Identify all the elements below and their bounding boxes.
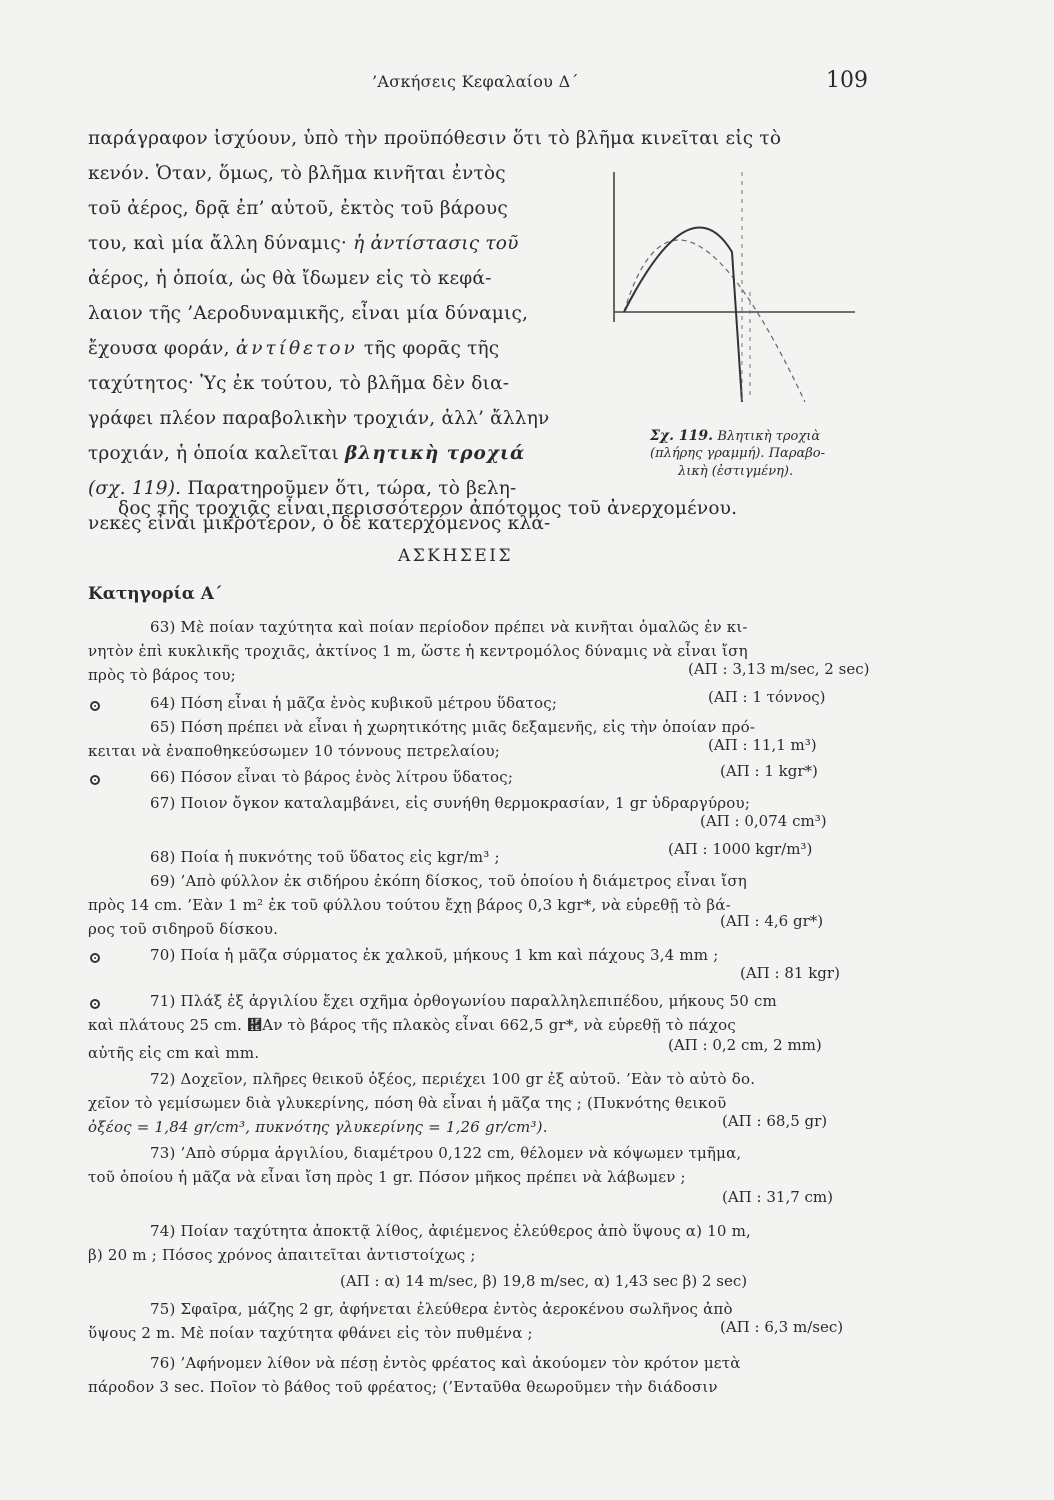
- exercise-72-line-1: 72) Δοχεῖον, πλῆρες θεικοῦ ὀξέος, περιέχει 100 gr ἐξ αὐτοῦ. ’Εὰν τὸ αὐτὸ δο.: [150, 1070, 756, 1088]
- exercise-75-answer: (ΑΠ : 6,3 m/sec): [720, 1318, 844, 1336]
- exercise-74-line-1: 74) Ποίαν ταχύτητα ἀποκτᾷ λίθος, ἀφιέμενος ἐλεύθερος ἀπὸ ὕψους α) 10 m,: [150, 1222, 751, 1240]
- intro-line-7-end: τῆς φορᾶς τῆς: [363, 338, 500, 359]
- exercise-70: 70) Ποία ἡ μᾶζα σύρματος ἐκ χαλκοῦ, μήκους 1 km καὶ πάχους 3,4 mm ;: [150, 946, 719, 964]
- intro-line-7: [88, 338, 499, 359]
- intro-line-8: ταχύτητος· Ὑς ἐκ τούτου, τὸ βλῆμα δὲν δια-: [88, 373, 510, 394]
- exercise-72-line-2: χεῖον τὸ γεμίσωμεν διὰ γλυκερίνης, πόση θὰ εἶναι ἡ μᾶζα της ; (Πυκνότης θεικοῦ: [88, 1094, 727, 1112]
- exercise-64: 64) Πόση εἶναι ἡ μᾶζα ἑνὸς κυβικοῦ μέτρου ὕδατος;: [150, 694, 558, 712]
- exercise-74-line-2: β) 20 m ; Πόσος χρόνος ἀπαιτεῖται ἀντιστοίχως ;: [88, 1246, 476, 1264]
- exercise-66: 66) Πόσον εἶναι τὸ βάρος ἑνὸς λίτρου ὕδατος;: [150, 768, 514, 786]
- exercise-69-line-3: ρος τοῦ σιδηροῦ δίσκου.: [88, 920, 279, 938]
- intro-line-7-text: ἔχουσα φοράν,: [88, 338, 230, 359]
- page-number: 109: [826, 68, 868, 93]
- exercise-67-answer: (ΑΠ : 0,074 cm³): [700, 812, 827, 830]
- exercise-69-answer: (ΑΠ : 4,6 gr*): [720, 912, 824, 930]
- category-heading: Κατηγορία Α´: [88, 584, 223, 604]
- intro-line-12: νεκὲς εἶναι μικρότερον, ὁ δὲ κατερχόμενος κλά-: [88, 513, 551, 534]
- intro-line-5: ἀέρος, ἡ ὁποία, ὡς θὰ ἴδωμεν εἰς τὸ κεφά-: [88, 268, 492, 289]
- exercise-63-line-2: νητὸν ἐπὶ κυκλικῆς τροχιᾶς, ἀκτίνος 1 m, ὥστε ἡ κεντρομόλος δύναμις νὰ εἶναι ἴση: [88, 642, 748, 660]
- bullet-icon: [90, 775, 100, 785]
- exercise-65-answer: (ΑΠ : 11,1 m³): [708, 736, 817, 754]
- exercise-65-line-2: κειται νὰ ἐναποθηκεύσωμεν 10 τόννους πετρελαίου;: [88, 742, 501, 760]
- bullet-icon: [90, 701, 100, 711]
- exercise-73-answer: (ΑΠ : 31,7 cm): [722, 1188, 833, 1206]
- intro-line-4-text: του, καὶ μία ἄλλη δύναμις·: [88, 233, 347, 254]
- intro-line-9: γράφει πλέον παραβολικὴν τροχιάν, ἀλλ’ ἄλλην: [88, 408, 550, 429]
- exercise-63-line-3: πρὸς τὸ βάρος του;: [88, 666, 236, 684]
- exercise-67: 67) Ποιον ὄγκον καταλαμβάνει, εἰς συνήθη θερμοκρασίαν, 1 gr ὑδραργύρου;: [150, 794, 751, 812]
- figure-caption-title: Βλητικὴ τροχιὰ: [717, 429, 821, 444]
- intro-line-11-text: Παρατηροῦμεν ὅτι, τώρα, τὸ βελη-: [187, 478, 517, 499]
- intro-term: βλητικὴ τροχιά: [344, 443, 526, 464]
- intro-line-7-spaced: ἀντίθετον: [235, 338, 358, 359]
- exercise-63-line-1: 63) Μὲ ποίαν ταχύτητα καὶ ποίαν περίοδον πρέπει νὰ κινῆται ὁμαλῶς ἐν κι-: [150, 618, 748, 636]
- exercise-69-line-2: πρὸς 14 cm. ’Εὰν 1 m² ἐκ τοῦ φύλλου τούτου ἔχῃ βάρος 0,3 kgr*, νὰ εὑρεθῇ τὸ βά-: [88, 896, 731, 914]
- intro-line-11: [88, 478, 516, 499]
- exercise-71-line-2: καὶ πλάτους 25 cm. ἞Αν τὸ βάρος τῆς πλακὸς εἶναι 662,5 gr*, νὰ εὑρεθῇ τὸ πάχος: [88, 1016, 736, 1034]
- exercise-71-answer: (ΑΠ : 0,2 cm, 2 mm): [668, 1036, 822, 1054]
- exercise-68: 68) Ποία ἡ πυκνότης τοῦ ὕδατος εἰς kgr/m³ ;: [150, 848, 500, 866]
- exercise-75-line-2: ὕψους 2 m. Μὲ ποίαν ταχύτητα φθάνει εἰς τὸν πυθμένα ;: [88, 1324, 533, 1342]
- exercise-70-answer: (ΑΠ : 81 kgr): [740, 964, 840, 982]
- intro-line-2: κενόν. Ὁταν, ὅμως, τὸ βλῆμα κινῆται ἐντὸς: [88, 163, 506, 184]
- running-header: ’Ασκήσεις Κεφαλαίου Δ´: [372, 72, 579, 91]
- intro-line-13: δος τῆς τροχιᾶς εἶναι περισσότερον ἀπότομος τοῦ ἀνερχομένου.: [118, 498, 738, 519]
- exercise-65-line-1: 65) Πόση πρέπει νὰ εἶναι ἡ χωρητικότης μιᾶς δεξαμενῆς, εἰς τὴν ὁποίαν πρό-: [150, 718, 756, 736]
- intro-line-4-italic: ἡ ἀντίστασις τοῦ: [353, 233, 519, 254]
- intro-figure-ref: (σχ. 119).: [88, 478, 182, 499]
- bullet-icon: [90, 953, 100, 963]
- trajectory-figure: [610, 172, 860, 402]
- exercise-76-line-2: πάροδον 3 sec. Ποῖον τὸ βάθος τοῦ φρέατος; (’Ενταῦθα θεωροῦμεν τὴν διάδοσιν: [88, 1378, 718, 1396]
- exercise-72-answer: (ΑΠ : 68,5 gr): [722, 1112, 828, 1130]
- intro-line-4: [88, 233, 519, 254]
- exercise-68-answer: (ΑΠ : 1000 kgr/m³): [668, 840, 813, 858]
- exercise-72-line-3: ὀξέος = 1,84 gr/cm³, πυκνότης γλυκερίνης = 1,26 gr/cm³).: [88, 1118, 548, 1136]
- exercise-75-line-1: 75) Σφαῖρα, μάζης 2 gr, ἀφήνεται ἐλεύθερα ἐντὸς ἀεροκένου σωλῆνος ἀπὸ: [150, 1300, 733, 1318]
- intro-line-10-text: τροχιάν, ἡ ὁποία καλεῖται: [88, 443, 339, 464]
- exercise-69-line-1: 69) ’Απὸ φύλλον ἐκ σιδήρου ἐκόπη δίσκος, τοῦ ὁποίου ἡ διάμετρος εἶναι ἴση: [150, 872, 747, 890]
- intro-line-3: τοῦ ἀέρος, δρᾷ ἐπ’ αὐτοῦ, ἐκτὸς τοῦ βάρους: [88, 198, 508, 219]
- exercise-64-answer: (ΑΠ : 1 τόννος): [708, 688, 826, 706]
- intro-line-10: [88, 443, 525, 464]
- ballistic-trajectory: [624, 228, 742, 403]
- exercise-73-line-1: 73) ’Απὸ σύρμα ἀργιλίου, διαμέτρου 0,122 cm, θέλομεν νὰ κόψωμεν τμῆμα,: [150, 1144, 742, 1162]
- intro-line-6: λαιον τῆς ’Αεροδυναμικῆς, εἶναι μία δύναμις,: [88, 303, 529, 324]
- exercise-74-answer: (ΑΠ : α) 14 m/sec, β) 19,8 m/sec, α) 1,43 sec β) 2 sec): [340, 1272, 748, 1290]
- figure-caption-line-3: λικὴ (ἐστιγμένη).: [678, 464, 794, 479]
- exercise-71-line-3: αὐτῆς εἰς cm καὶ mm.: [88, 1044, 260, 1062]
- exercise-73-line-2: τοῦ ὁποίου ἡ μᾶζα νὰ εἶναι ἴση πρὸς 1 gr. Πόσον μῆκος πρέπει νὰ λάβωμεν ;: [88, 1168, 686, 1186]
- figure-number: Σχ. 119.: [650, 428, 713, 444]
- exercise-66-answer: (ΑΠ : 1 kgr*): [720, 762, 818, 780]
- exercise-76-line-1: 76) ’Αφήνομεν λίθον νὰ πέσῃ ἐντὸς φρέατος καὶ ἀκούομεν τὸν κρότον μετὰ: [150, 1354, 741, 1372]
- bullet-icon: [90, 999, 100, 1009]
- exercise-63-answer: (ΑΠ : 3,13 m/sec, 2 sec): [688, 660, 870, 678]
- figure-caption-line-1: [650, 428, 820, 444]
- section-title: ΑΣΚΗΣΕΙΣ: [398, 546, 513, 566]
- exercise-71-line-1: 71) Πλάξ ἐξ ἀργιλίου ἔχει σχῆμα ὀρθογωνίου παραλληλεπιπέδου, μήκους 50 cm: [150, 992, 777, 1010]
- intro-line-1: παράγραφον ἰσχύουν, ὑπὸ τὴν προϋπόθεσιν ὅτι τὸ βλῆμα κινεῖται εἰς τὸ: [88, 128, 782, 149]
- figure-caption-line-2: (πλήρης γραμμή). Παραβο-: [650, 446, 825, 461]
